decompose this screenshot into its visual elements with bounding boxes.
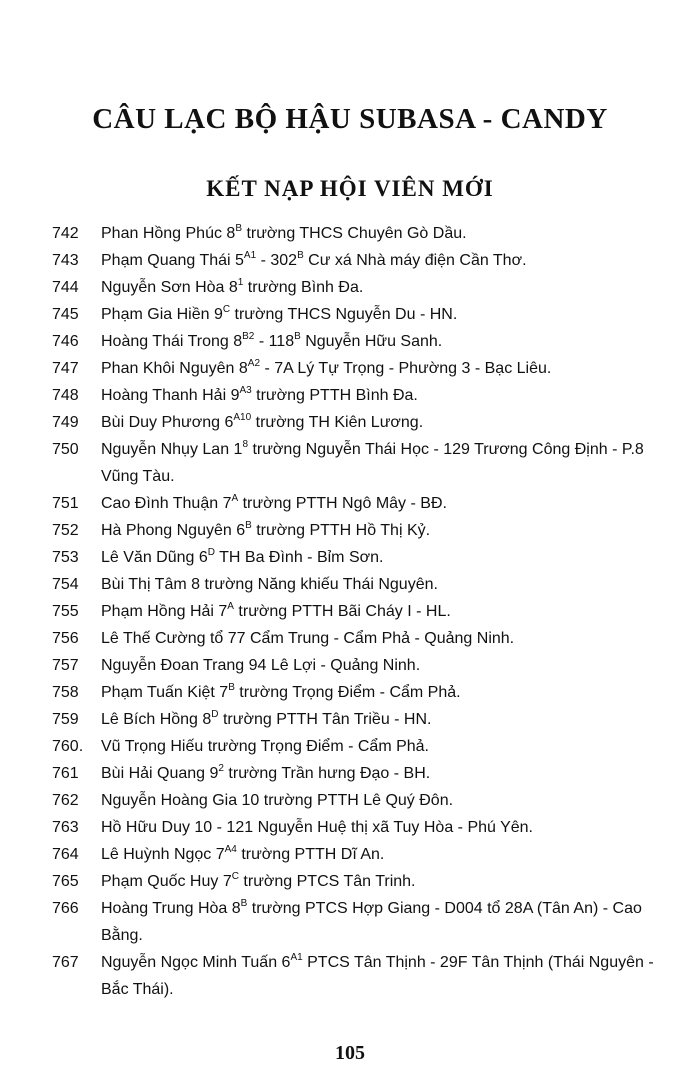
entry-text [101,490,661,517]
list-item [0,706,700,733]
entry-text [101,841,661,868]
entry-number: 762 [52,792,79,809]
entry-number: 755 [52,603,79,620]
class-superscript: B2 [242,331,255,342]
entry-text [101,706,661,733]
entry-text-part: trường PTCS Hợp Giang - D004 tổ 28A (Tân An) - Cao Bằng. [101,900,642,944]
list-item [0,436,700,490]
list-item [0,247,700,274]
entry-text-part: trường THCS Nguyễn Du - HN. [230,306,458,323]
entry-number: 754 [52,576,79,593]
entry-text [101,679,661,706]
entry-text-part: Lê Thế Cường tổ 77 Cẩm Trung - Cẩm Phả - Quảng Ninh. [101,630,515,647]
entry-text-part: - 7A Lý Tự Trọng - Phường 3 - Bạc Liêu. [260,360,552,377]
entry-text-part: trường PTTH Ngô Mây - BĐ. [238,495,447,512]
list-item [0,733,700,760]
entry-number: 751 [52,495,79,512]
list-item [0,868,700,895]
entry-text-part: Hoàng Thanh Hải 9 [101,387,240,404]
entry-text [101,328,661,355]
class-superscript: A4 [224,844,237,855]
list-item [0,544,700,571]
list-item [0,571,700,598]
entry-text-part: Nguyễn Nhụy Lan 1 [101,441,243,458]
entry-text-part: Hoàng Trung Hòa 8 [101,900,241,917]
entry-text-part: trường Nguyễn Thái Học - 129 Trương Công Định - P.8 Vũng Tàu. [101,441,644,485]
entry-text [101,652,661,679]
entry-text-part: trường PTTH Dĩ An. [236,846,385,863]
class-superscript: B [240,898,248,909]
page-number: 105 [335,1042,365,1064]
class-superscript: D [211,709,219,720]
entry-text [101,733,661,760]
entry-text-part: Nguyễn Hữu Sanh. [300,333,443,350]
class-superscript: B [245,520,252,531]
entry-text-part: Hoàng Thái Trong 8 [101,333,243,350]
entry-text-part: Vũ Trọng Hiếu trường Trọng Điểm - Cẩm Phả. [101,738,429,755]
entry-text [101,220,661,247]
class-superscript: B [294,331,301,342]
entry-number: 748 [52,387,79,404]
entry-number: 758 [52,684,79,701]
entry-text-part: Bùi Duy Phương 6 [101,414,234,431]
entry-text [101,355,661,382]
entry-number: 765 [52,873,79,890]
entry-text-part: trường TH Kiên Lương. [251,414,424,431]
entry-number: 759 [52,711,79,728]
class-superscript: A1 [290,952,303,963]
entry-text-part: Cao Đình Thuận 7 [101,495,232,512]
list-item [0,274,700,301]
list-item [0,895,700,949]
entry-text [101,571,661,598]
entry-number: 747 [52,360,79,377]
entry-text-part: Nguyễn Hoàng Gia 10 trường PTTH Lê Quý Đôn. [101,792,454,809]
entry-text-part: Phan Hồng Phúc 8 [101,225,236,242]
entry-text-part: trường Trần hưng Đạo - BH. [223,765,431,782]
class-superscript: C [222,304,231,315]
list-item [0,949,700,1003]
entry-text-part: TH Ba Đình - Bỉm Sơn. [214,549,384,566]
entry-text-part: Hà Phong Nguyên 6 [101,522,246,539]
entry-number: 756 [52,630,79,647]
entry-text-part: trường THCS Chuyên Gò Dầu. [242,225,467,242]
entry-text [101,409,661,436]
entry-text-part: Phạm Quang Thái 5 [101,252,244,269]
entry-text [101,787,661,814]
entry-number: 742 [52,225,79,242]
entry-text-part: Phạm Gia Hiền 9 [101,306,223,323]
entry-text-part: trường PTTH Bình Đa. [251,387,418,404]
entry-number: 746 [52,333,79,350]
entry-text [101,436,661,490]
entry-number: 749 [52,414,79,431]
entry-text [101,274,661,301]
entry-text [101,301,661,328]
list-item [0,760,700,787]
entry-text [101,382,661,409]
class-superscript: A1 [243,250,257,261]
class-superscript: B [235,223,242,234]
list-item [0,409,700,436]
entry-text-part: trường PTTH Bãi Cháy I - HL. [233,603,451,620]
entry-text-part: Phan Khôi Nguyên 8 [101,360,248,377]
entry-number: 767 [52,954,79,971]
class-superscript: B [228,682,235,693]
list-item [0,787,700,814]
class-superscript: A10 [233,412,252,423]
list-item [0,652,700,679]
entry-number: 750 [52,441,79,458]
entry-text-part: Hồ Hữu Duy 10 - 121 Nguyễn Huệ thị xã Tuy Hòa - Phú Yên. [101,819,533,836]
class-superscript: 8 [242,439,248,450]
class-superscript: A [227,601,234,612]
entry-text [101,868,661,895]
entry-number: 761 [52,765,79,782]
entry-number: 753 [52,549,79,566]
entry-text-part: trường Bình Đa. [243,279,364,296]
list-item [0,625,700,652]
section-heading: KẾT NẠP HỘI VIÊN MỚI [206,176,494,201]
list-item [0,517,700,544]
list-item [0,301,700,328]
entry-text [101,949,661,1003]
list-item [0,355,700,382]
entry-text-part: trường PTTH Hồ Thị Kỷ. [251,522,431,539]
entry-number: 764 [52,846,79,863]
entry-text-part: PTCS Tân Thịnh - 29F Tân Thịnh (Thái Nguyên - Bắc Thái). [101,954,654,998]
entry-text [101,544,661,571]
page-title: CÂU LẠC BỘ HẬU SUBASA - CANDY [92,103,608,135]
entry-text-part: Lê Huỳnh Ngọc 7 [101,846,225,863]
entry-number: 760. [52,738,84,755]
list-item [0,841,700,868]
entry-text-part: Bùi Hải Quang 9 [101,765,219,782]
class-superscript: A2 [247,358,261,369]
entry-text-part: trường PTCS Tân Trinh. [238,873,416,890]
entry-number: 757 [52,657,79,674]
entry-text-part: Nguyễn Đoan Trang 94 Lê Lợi - Quảng Ninh. [101,657,421,674]
list-item [0,679,700,706]
entry-text-part: Bùi Thị Tâm 8 trường Năng khiếu Thái Nguyên. [101,576,438,593]
entry-text-part: Cư xá Nhà máy điện Cần Thơ. [303,252,527,269]
entry-text [101,895,661,949]
entry-text [101,760,661,787]
entry-text [101,625,661,652]
entry-text-part: Nguyễn Sơn Hòa 8 [101,279,238,296]
entry-text [101,598,661,625]
class-superscript: B [297,250,304,261]
list-item [0,598,700,625]
list-item [0,220,700,247]
member-list [0,220,700,1003]
entry-number: 766 [52,900,79,917]
entry-text-part: Phạm Hồng Hải 7 [101,603,228,620]
entry-text-part: trường Trọng Điểm - Cẩm Phả. [234,684,461,701]
entry-number: 752 [52,522,79,539]
list-item [0,814,700,841]
entry-text [101,517,661,544]
entry-number: 763 [52,819,79,836]
entry-number: 745 [52,306,79,323]
entry-text-part: trường PTTH Tân Triều - HN. [218,711,432,728]
entry-number: 743 [52,252,79,269]
class-superscript: A3 [239,385,252,396]
entry-text-part: - 118 [254,333,295,350]
entry-number: 744 [52,279,79,296]
entry-text [101,814,661,841]
class-superscript: A [231,493,239,504]
list-item [0,382,700,409]
entry-text-part: Nguyễn Ngọc Minh Tuấn 6 [101,954,291,971]
entry-text [101,247,661,274]
class-superscript: 2 [218,763,224,774]
list-item [0,490,700,517]
entry-text-part: Phạm Quốc Huy 7 [101,873,232,890]
entry-text-part: - 302 [256,252,298,269]
entry-text-part: Phạm Tuấn Kiệt 7 [101,684,229,701]
list-item [0,328,700,355]
class-superscript: D [207,547,215,558]
entry-text-part: Lê Bích Hồng 8 [101,711,212,728]
class-superscript: C [231,871,239,882]
class-superscript: 1 [237,277,244,288]
entry-text-part: Lê Văn Dũng 6 [101,549,208,566]
